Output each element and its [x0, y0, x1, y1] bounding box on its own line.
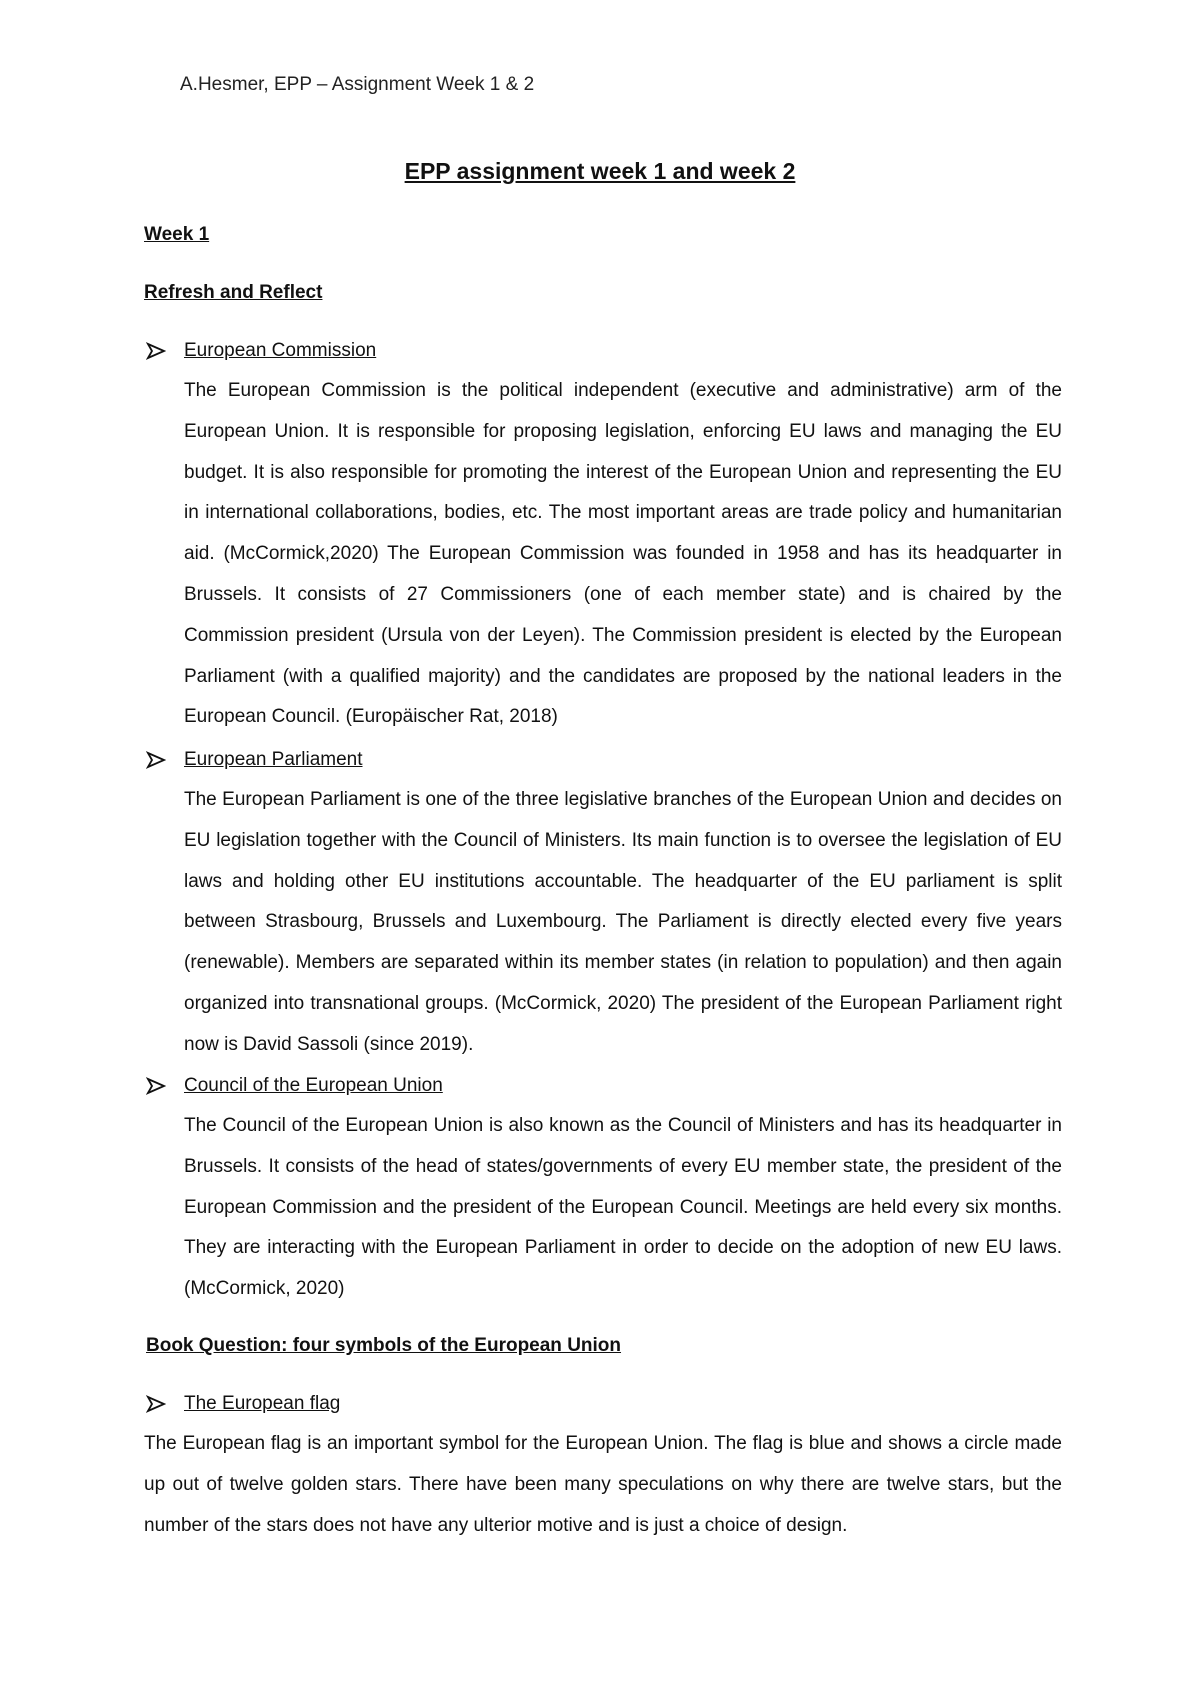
arrow-bullet-icon: [146, 1395, 166, 1413]
running-header: A.Hesmer, EPP – Assignment Week 1 & 2: [180, 74, 535, 95]
arrow-bullet-icon: [146, 751, 166, 769]
bullet-european-parliament: [146, 749, 363, 771]
paragraph-european-parliament: The European Parliament is one of the three legislative branches of the European Union and decides on EU legislation together with the Council of Ministers. Its main function is to oversee the legislation of EU laws and holding other EU institutions accountable. The headquarter of the EU parliament is split between Strasbourg, Brussels and Luxembourg. The Parliament is directly elected every five years (renewable). Members are separated within its member states (in relation to population) and then again organized into transnational groups. (McCormick, 2020) The president of the European Parliament right now is David Sassoli (since 2019).: [184, 789, 1062, 1055]
bullet-council-eu: [146, 1075, 443, 1097]
book-question-heading: Book Question: four symbols of the European Union: [146, 1335, 622, 1356]
week-1-heading: Week 1: [144, 224, 210, 245]
paragraph-european-flag: The European flag is an important symbol for the European Union. The flag is blue and shows a circle made up out of twelve golden stars. There have been many speculations on why there are twelve stars, but the number of the stars does not have any ulterior motive and is just a choice of design.: [144, 1433, 1062, 1536]
bullet-european-flag: [146, 1393, 340, 1415]
bullet-label: Council of the European Union: [184, 1075, 443, 1096]
arrow-bullet-icon: [146, 1077, 166, 1095]
bullet-label: European Parliament: [184, 749, 363, 770]
bullet-european-commission: [146, 340, 376, 362]
paragraph-european-commission: The European Commission is the political independent (executive and administrative) arm of the European Union. It is responsible for proposing legislation, enforcing EU laws and managing the EU budget. It is also responsible for promoting the interest of the European Union and representing the EU in international collaborations, bodies, etc. The most important areas are trade policy and humanitarian aid. (McCormick,2020) The European Commission was founded in 1958 and has its headquarter in Brussels. It consists of 27 Commissioners (one of each member state) and is chaired by the Commission president (Ursula von der Leyen). The Commission president is elected by the European Parliament (with a qualified majority) and the candidates are proposed by the national leaders in the European Council. (Europäischer Rat, 2018): [184, 380, 1062, 728]
paragraph-council-eu: The Council of the European Union is also known as the Council of Ministers and has its headquarter in Brussels. It consists of the head of states/governments of every EU member state, the president of the European Commission and the president of the European Council. Meetings are held every six months. They are interacting with the European Parliament in order to decide on the adoption of new EU laws. (McCormick, 2020): [184, 1115, 1062, 1300]
refresh-reflect-heading: Refresh and Reflect: [144, 282, 323, 303]
arrow-bullet-icon: [146, 342, 166, 360]
document-title: EPP assignment week 1 and week 2: [404, 158, 796, 184]
bullet-label: The European flag: [184, 1393, 341, 1414]
bullet-label: European Commission: [184, 340, 377, 361]
